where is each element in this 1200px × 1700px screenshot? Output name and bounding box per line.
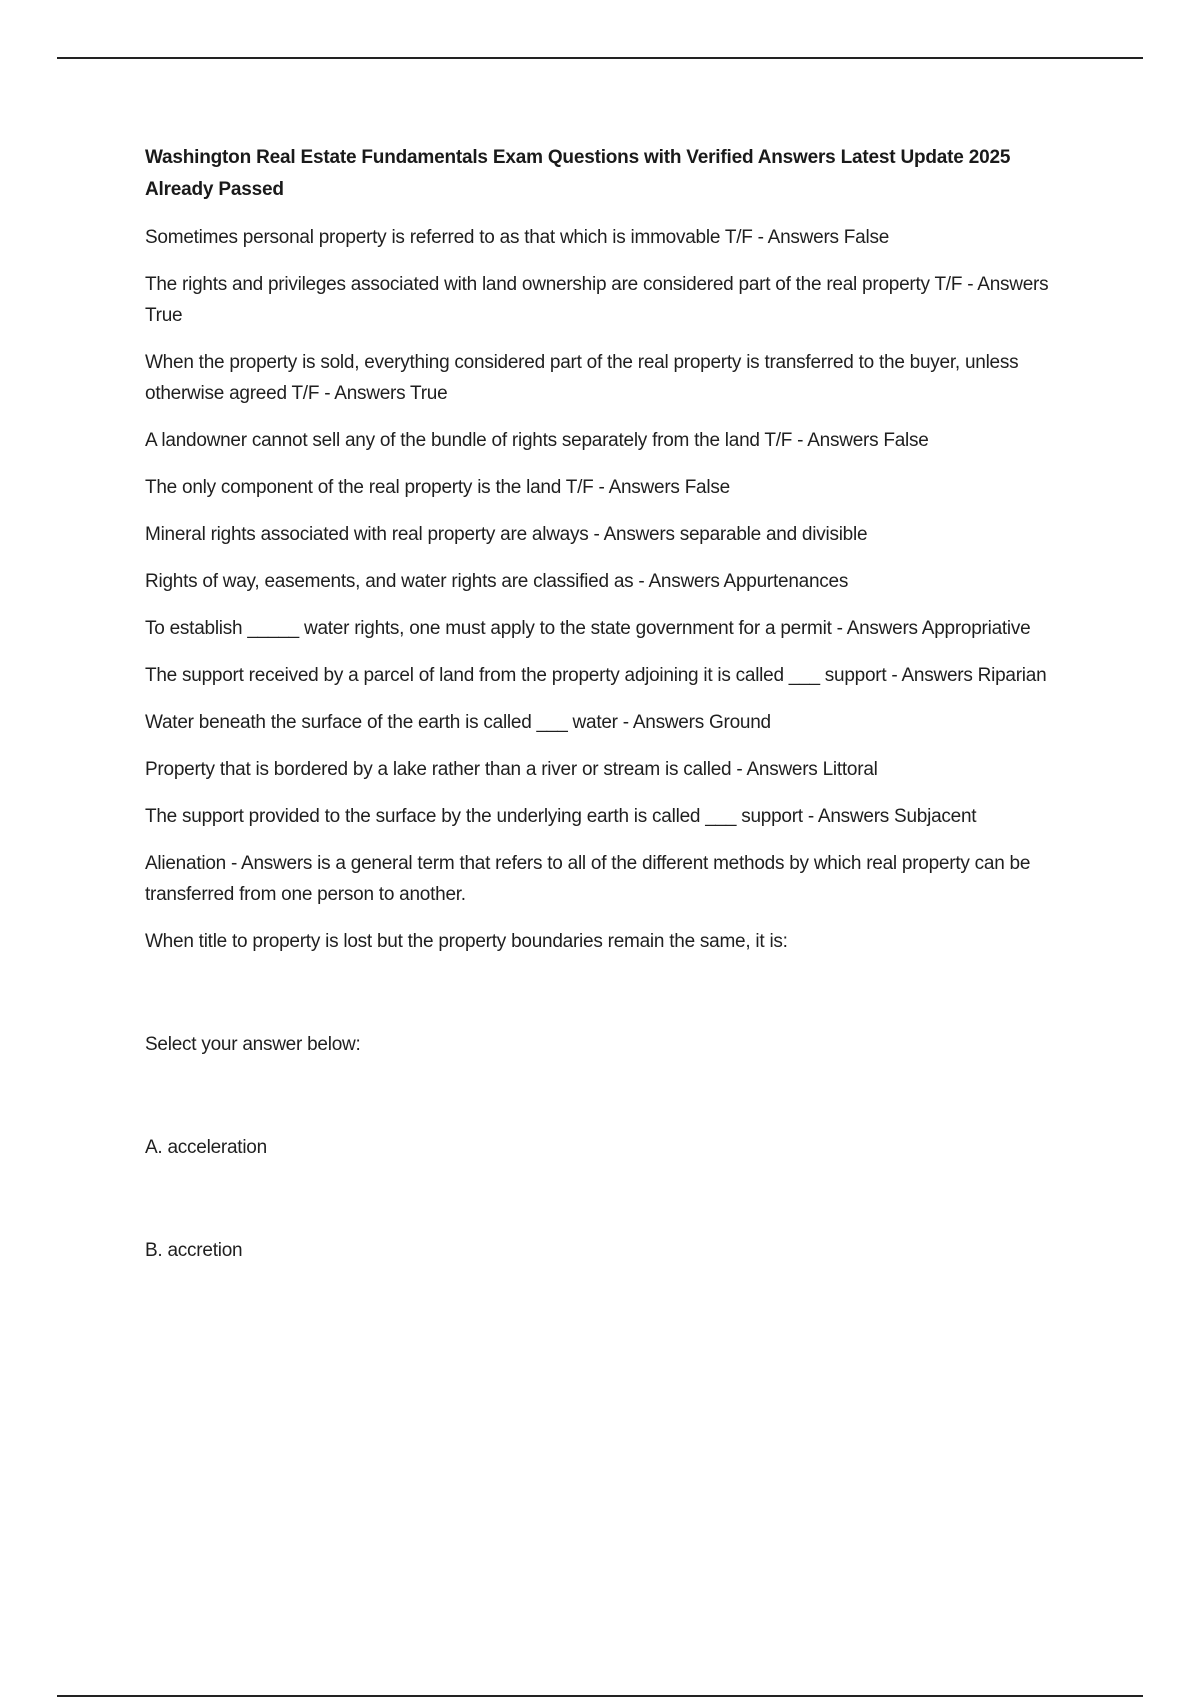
top-rule — [57, 57, 1143, 59]
spacer — [145, 957, 1080, 1029]
qa-item-8: To establish _____ water rights, one must apply to the state government for a permit - Answers Appropriative — [145, 618, 1031, 639]
qa-item-4: A landowner cannot sell any of the bundle of rights separately from the land T/F - Answers False — [145, 430, 929, 451]
qa-item-13: Alienation - Answers is a general term that refers to all of the different methods by which real property can be transferred from one person to another. — [145, 853, 1031, 905]
qa-item-11: Property that is bordered by a lake rather than a river or stream is called - Answers Littoral — [145, 759, 878, 780]
spacer — [145, 1163, 1080, 1235]
qa-item-3: When the property is sold, everything considered part of the real property is transferred to the buyer, unless otherwise agreed T/F - Answers True — [145, 352, 1019, 404]
qa-item-6: Mineral rights associated with real property are always - Answers separable and divisible — [145, 524, 868, 545]
qa-item-5: The only component of the real property is the land T/F - Answers False — [145, 477, 730, 498]
qa-item-12: The support provided to the surface by the underlying earth is called ___ support - Answers Subjacent — [145, 806, 977, 827]
bottom-rule — [57, 1695, 1143, 1697]
qa-item-2: The rights and privileges associated with land ownership are considered part of the real property T/F - Answers True — [145, 274, 1049, 326]
answer-choice-a: A. acceleration — [145, 1137, 267, 1158]
answer-choice-b: B. accretion — [145, 1240, 243, 1261]
qa-item-10: Water beneath the surface of the earth is called ___ water - Answers Ground — [145, 712, 771, 733]
qa-item-1: Sometimes personal property is referred to as that which is immovable T/F - Answers False — [145, 227, 890, 248]
question-instruction: Select your answer below: — [145, 1034, 361, 1055]
question-text: When title to property is lost but the property boundaries remain the same, it is: — [145, 931, 788, 952]
multiple-choice-question — [145, 926, 1080, 1266]
qa-item-7: Rights of way, easements, and water rights are classified as - Answers Appurtenances — [145, 571, 849, 592]
qa-item-9: The support received by a parcel of land from the property adjoining it is called ___ support - Answers Riparian — [145, 665, 1047, 686]
document-title: Washington Real Estate Fundamentals Exam Questions with Verified Answers Latest Update 2025 Already Passed — [145, 147, 1011, 200]
spacer — [145, 1060, 1080, 1132]
document-body — [145, 142, 1080, 1266]
